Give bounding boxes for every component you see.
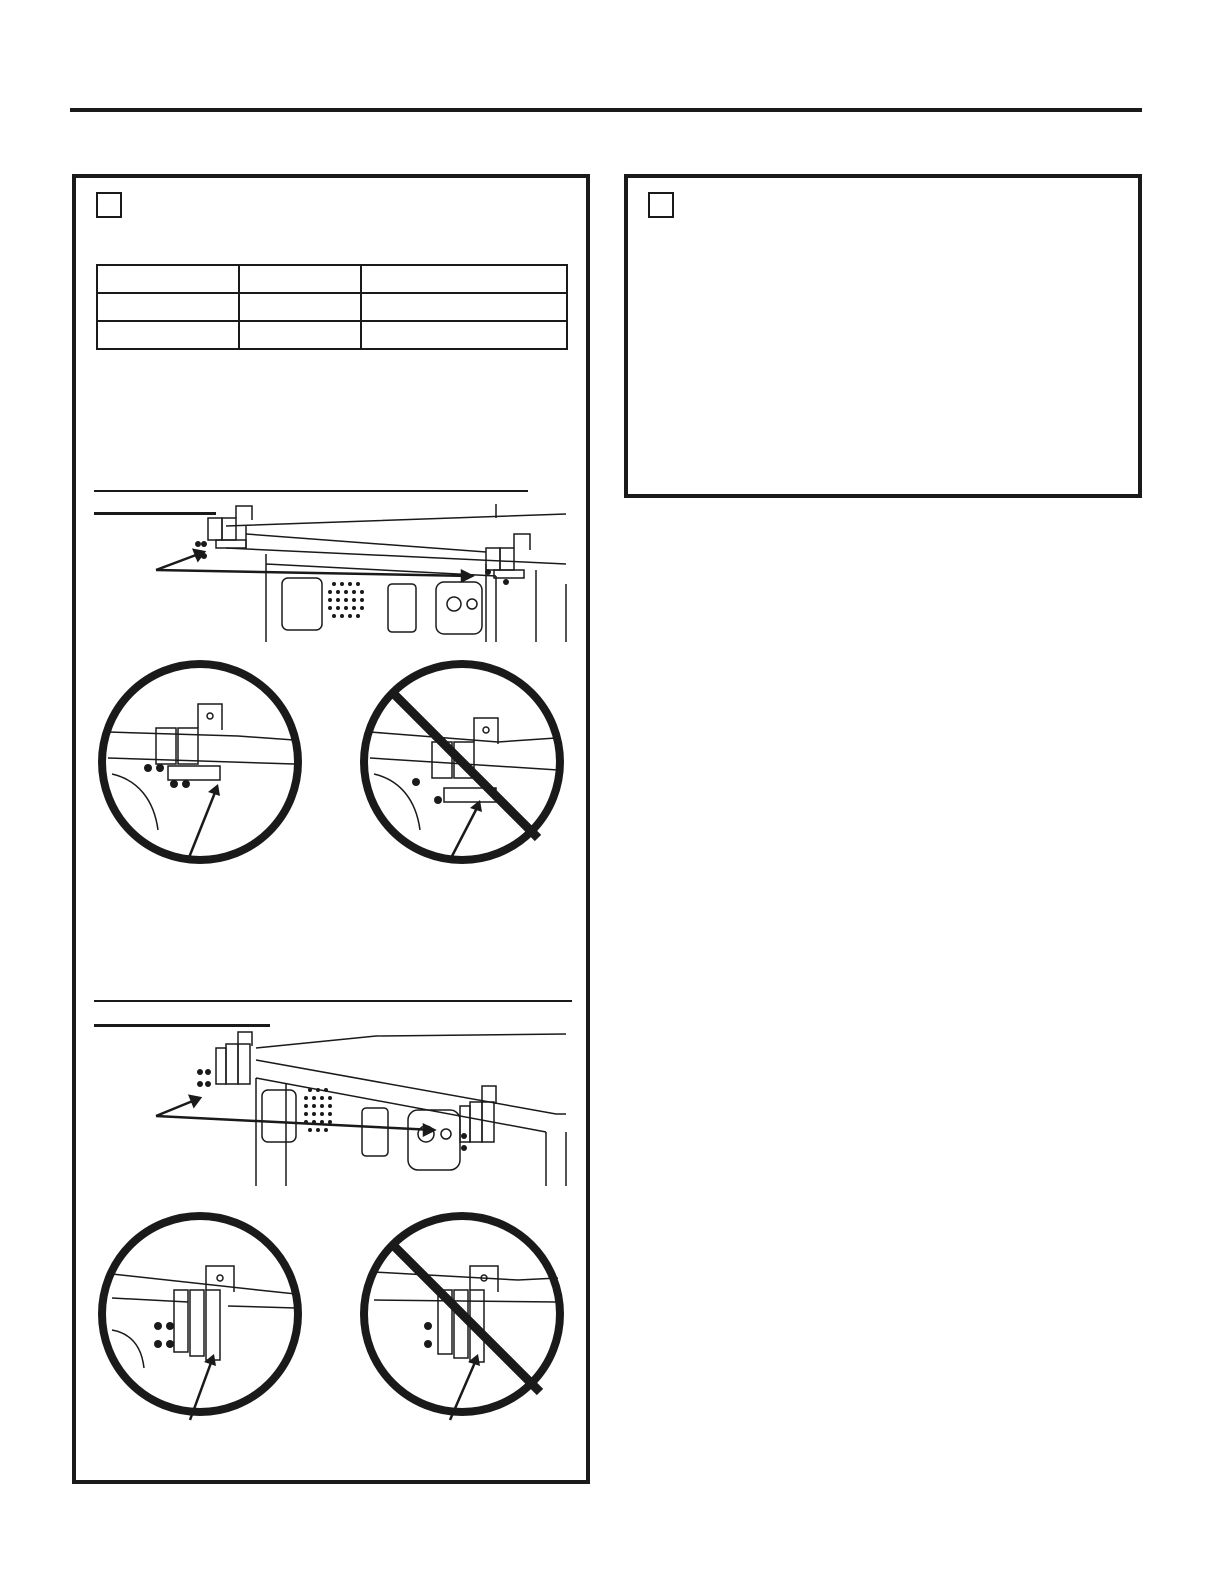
right-instruction-panel (624, 174, 1142, 498)
left-instruction-panel (72, 174, 590, 1484)
table-cell (239, 293, 361, 321)
table-cell (97, 321, 239, 349)
step-checkbox[interactable] (96, 192, 122, 218)
incorrect-detail (364, 664, 560, 860)
table-cell (361, 321, 567, 349)
section-rule (94, 490, 528, 492)
incorrect-detail (364, 1216, 560, 1420)
appliance-bracket-diagram (156, 504, 572, 644)
spec-table (96, 264, 568, 350)
table-cell (97, 293, 239, 321)
appliance-bracket-diagram (156, 1026, 572, 1186)
table-cell (97, 265, 239, 293)
table-cell (239, 321, 361, 349)
table-cell (361, 265, 567, 293)
correct-detail (102, 664, 298, 860)
table-row (97, 293, 567, 321)
table-row (97, 321, 567, 349)
bracket-detail-comparison (98, 660, 568, 890)
header-rule (70, 108, 1142, 112)
table-cell (361, 293, 567, 321)
correct-detail (102, 1216, 298, 1420)
step-checkbox[interactable] (648, 192, 674, 218)
section-rule (94, 1000, 572, 1002)
table-row (97, 265, 567, 293)
table-cell (239, 265, 361, 293)
bracket-detail-comparison (98, 1210, 568, 1450)
